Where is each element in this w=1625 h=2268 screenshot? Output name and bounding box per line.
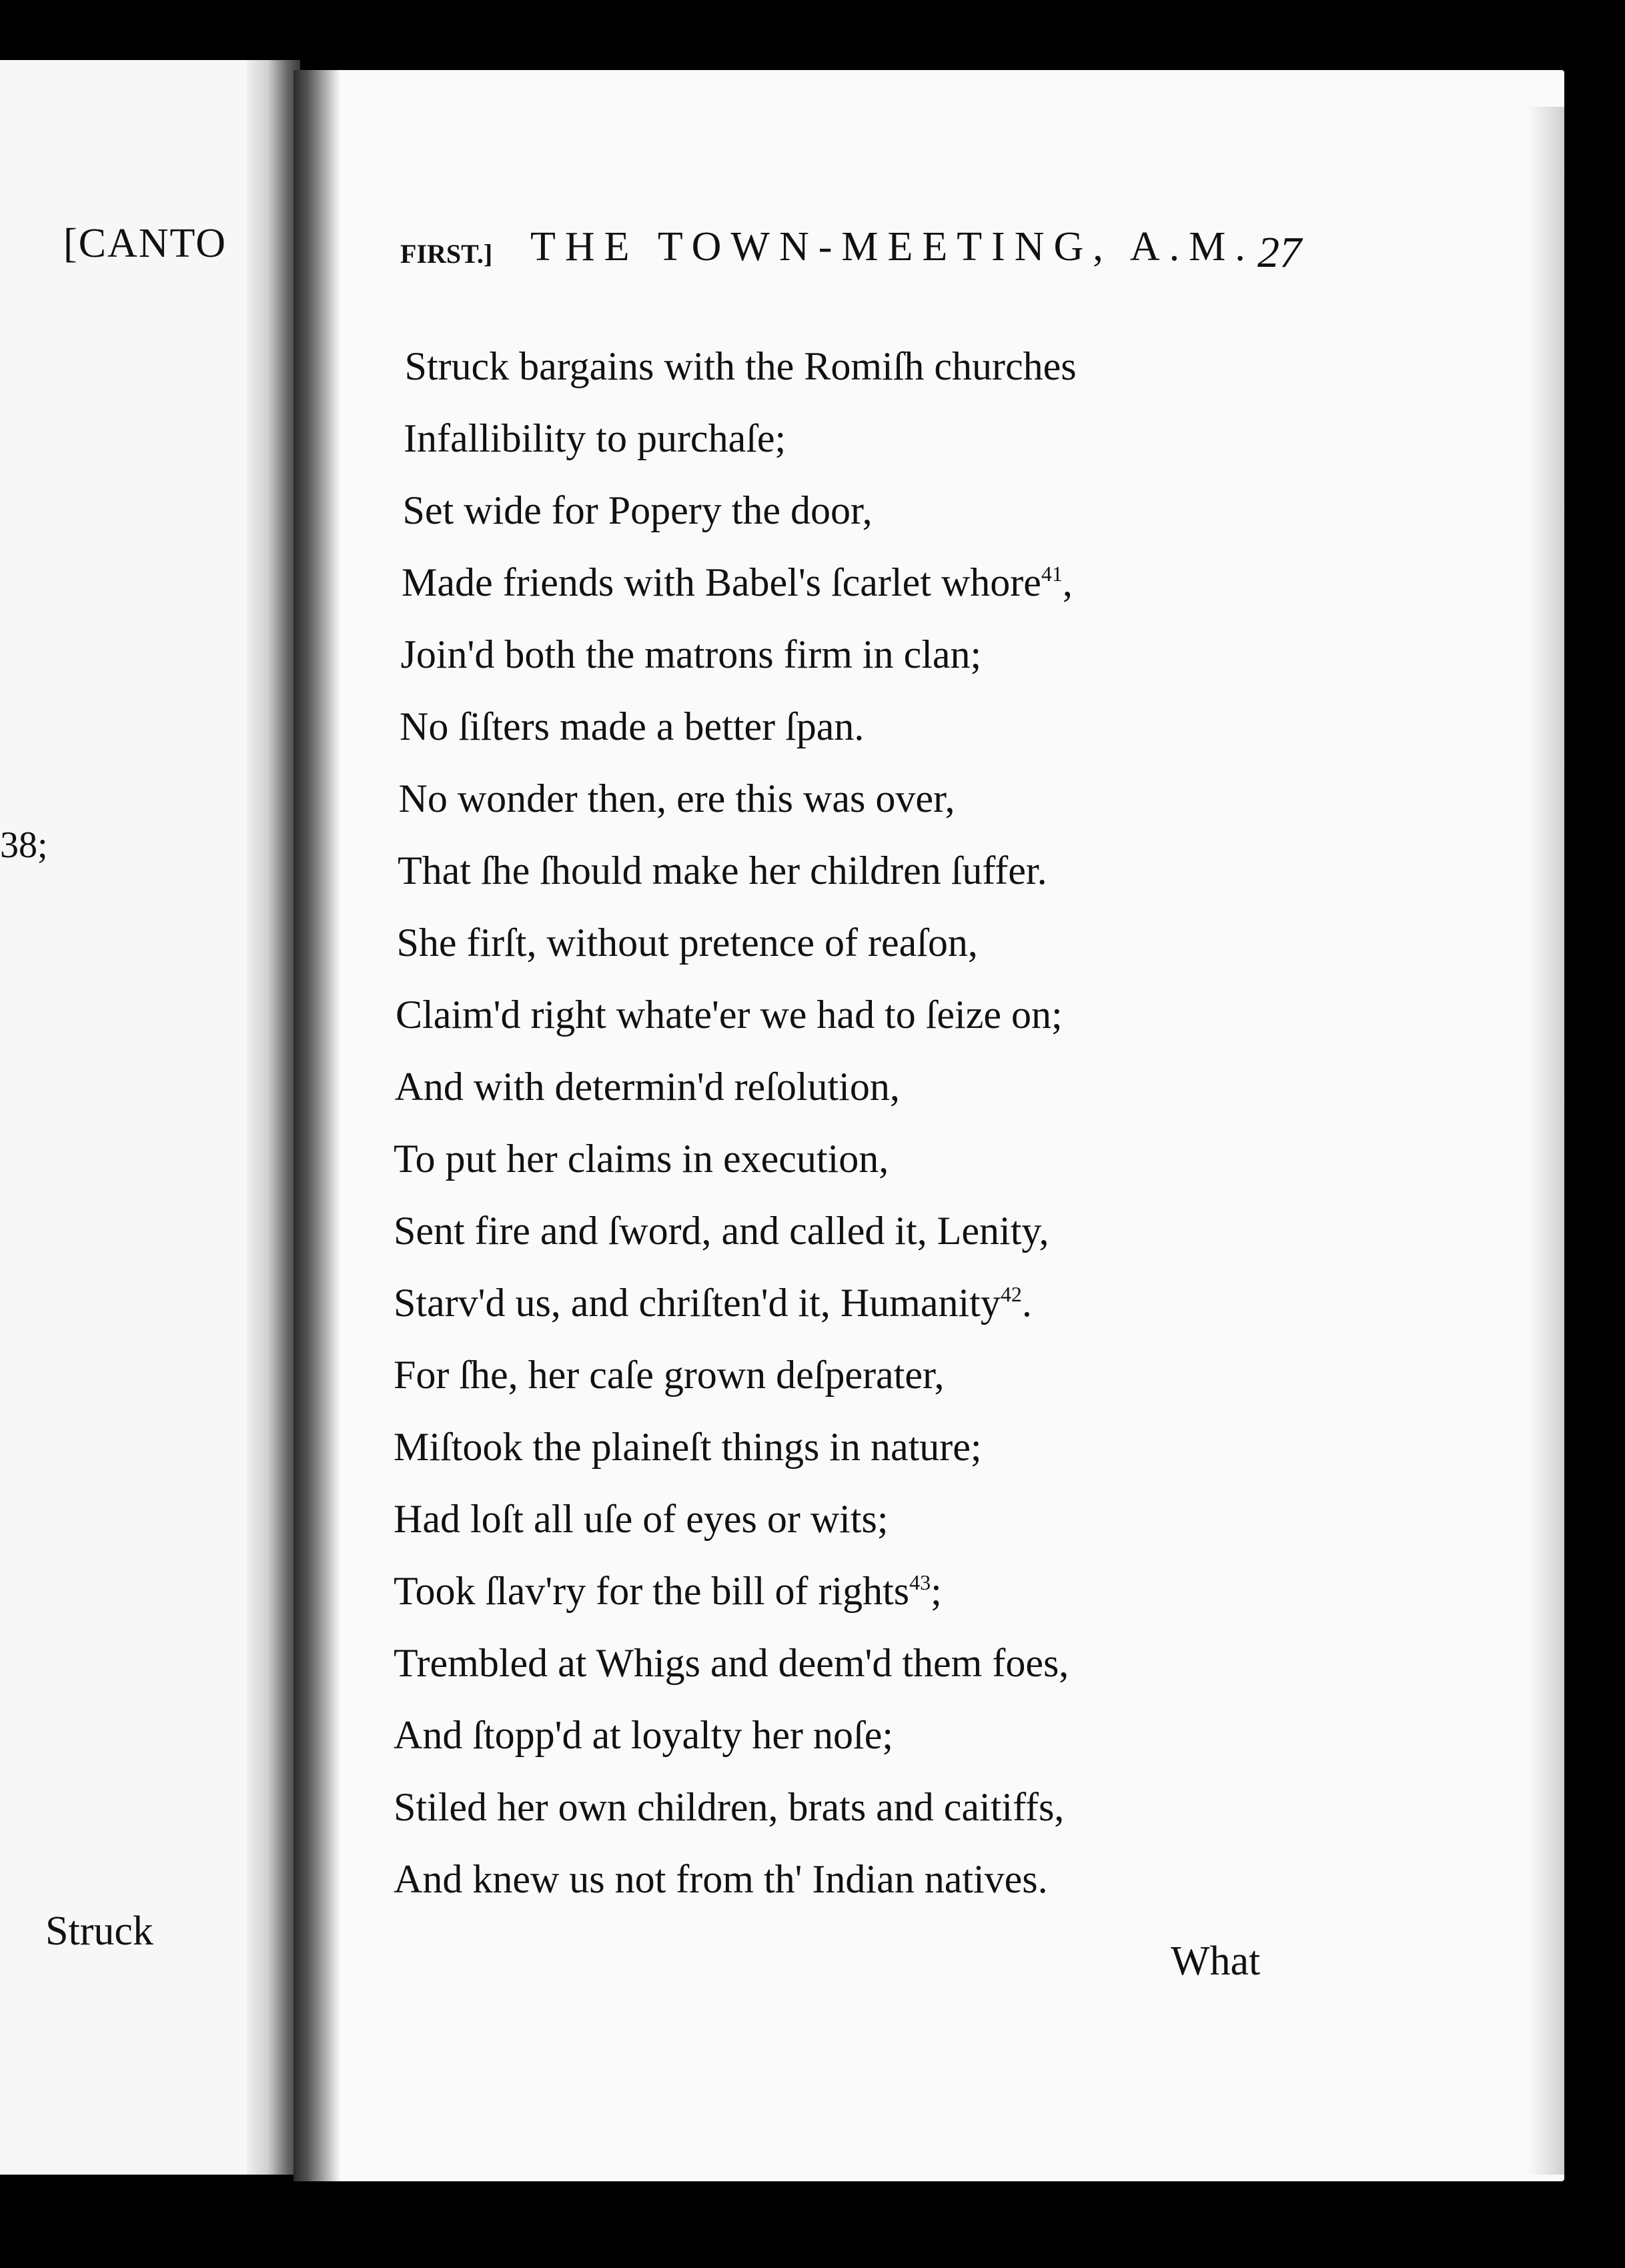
verse-line — [394, 834, 1234, 907]
page-inner-shadow — [294, 70, 340, 2181]
verse-punctuation: ; — [931, 1569, 942, 1613]
left-margin-mark: 38; — [0, 824, 48, 866]
footnote-marker: 43 — [909, 1570, 931, 1594]
verse-text: And knew us not from th' Indian natives. — [394, 1857, 1048, 1901]
verse-line — [394, 1627, 1234, 1699]
book-gutter — [247, 60, 300, 2175]
verse-text: No wonder then, ere this was over, — [398, 776, 955, 820]
verse-text: Starv'd us, and chriſten'd it, Humanity — [394, 1281, 1001, 1325]
verse-text: Infallibility to purchaſe; — [404, 416, 786, 460]
verse-text: Stiled her own children, brats and caitiffs, — [394, 1785, 1065, 1829]
verse-line — [394, 907, 1234, 979]
running-head-title: THE TOWN-MEETING, A.M. — [530, 224, 1255, 269]
verse-text: Made friends with Babel's ſcarlet whore — [402, 560, 1041, 604]
footnote-marker: 42 — [1000, 1282, 1022, 1306]
running-head-canto: FIRST.] — [400, 239, 493, 269]
verse-line — [394, 546, 1234, 618]
verse-text: Set wide for Popery the door, — [402, 488, 873, 532]
verse-text: Trembled at Whigs and deem'd them foes, — [394, 1641, 1069, 1685]
verse-text: Join'd both the matrons firm in clan; — [400, 632, 982, 676]
verse-line — [394, 1699, 1234, 1771]
verse-punctuation: , — [1062, 560, 1073, 604]
verse-line — [394, 690, 1234, 762]
verse-line — [394, 1051, 1234, 1123]
verse-line — [394, 474, 1234, 546]
running-head — [400, 223, 1321, 284]
verse-line — [394, 618, 1234, 690]
verse-text: No ſiſters made a better ſpan. — [400, 704, 865, 748]
left-running-head: [CANTO — [63, 221, 227, 266]
page-edge-shadow — [1528, 107, 1564, 2175]
verse-text: Struck bargains with the Romiſh churches — [404, 344, 1077, 388]
footnote-marker: 41 — [1041, 562, 1063, 586]
verse-line — [394, 402, 1234, 474]
verse-line — [394, 1195, 1234, 1267]
verse-text: For ſhe, her caſe grown deſperater, — [394, 1353, 945, 1397]
left-page — [0, 60, 287, 2175]
verse-text: And with determin'd reſolution, — [394, 1065, 900, 1109]
verse-line — [394, 330, 1234, 402]
verse-text: That ſhe ſhould make her children ſuffer. — [398, 848, 1047, 893]
verse-line — [394, 1843, 1234, 1915]
verse-text: Claim'd right whate'er we had to ſeize on; — [396, 993, 1063, 1037]
verse-punctuation: . — [1021, 1281, 1032, 1325]
verse-text: Sent fire and ſword, and called it, Lenity, — [394, 1209, 1049, 1253]
verse-line — [394, 1483, 1234, 1555]
verse-line — [394, 1267, 1234, 1339]
left-catchword: Struck — [45, 1908, 153, 1954]
verse-line — [394, 762, 1234, 834]
verse-text: Miſtook the plaineſt things in nature; — [394, 1425, 982, 1469]
verse-block — [394, 330, 1234, 1915]
verse-text: To put her claims in execution, — [394, 1137, 889, 1181]
verse-line — [394, 1123, 1234, 1195]
verse-line — [394, 1339, 1234, 1411]
page-number: 27 — [1257, 228, 1301, 277]
verse-text: Had loſt all uſe of eyes or wits; — [394, 1497, 889, 1541]
verse-text: She firſt, without pretence of reaſon, — [396, 921, 978, 965]
verse-line — [394, 1411, 1234, 1483]
verse-line — [394, 1771, 1234, 1843]
verse-text: Took ſlav'ry for the bill of rights — [394, 1569, 910, 1613]
verse-line — [394, 1555, 1234, 1627]
verse-text: And ſtopp'd at loyalty her noſe; — [394, 1713, 894, 1757]
catchword: What — [1171, 1938, 1261, 1984]
verse-line — [394, 979, 1234, 1051]
